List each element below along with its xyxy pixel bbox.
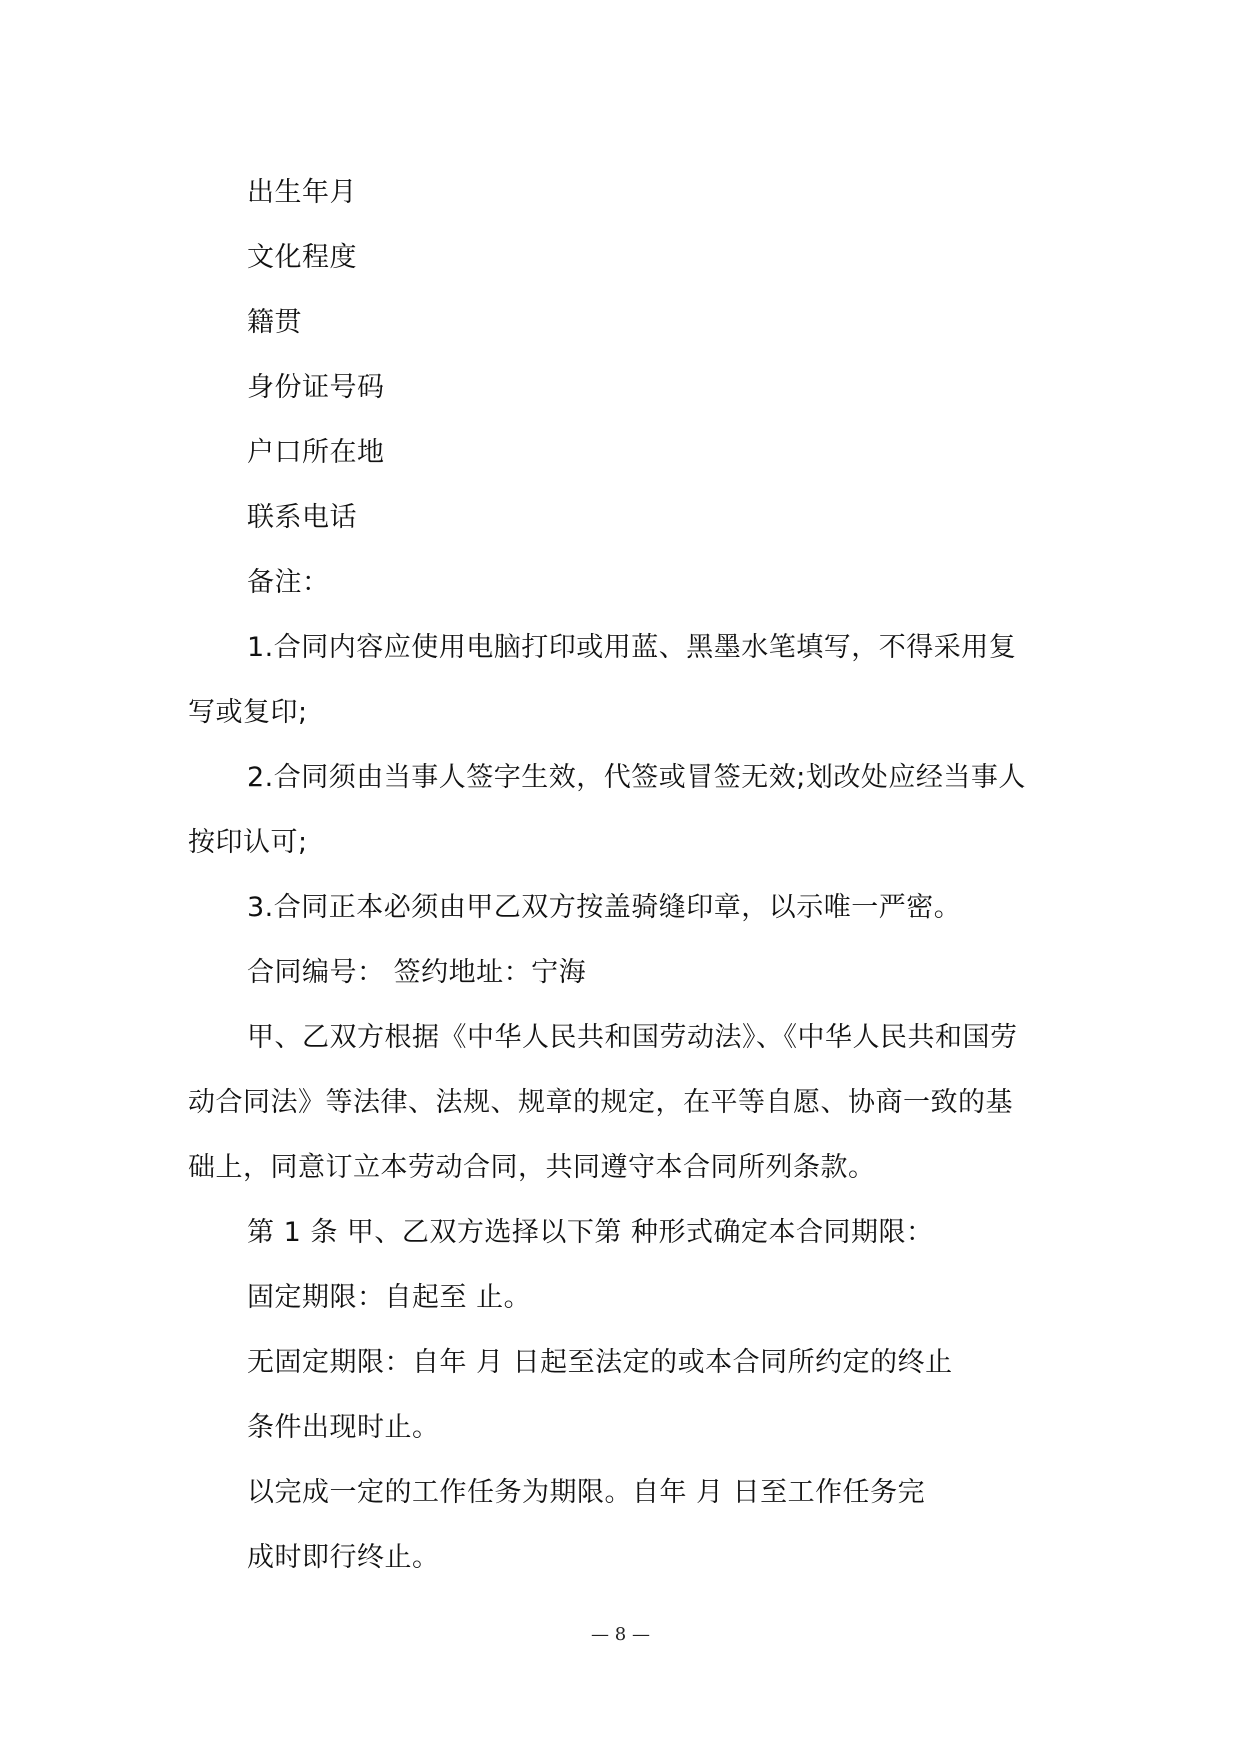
article-1-heading: 第 1 条 甲、乙双方选择以下第 种形式确定本合同期限： <box>247 1217 934 1248</box>
page-number: — 8 — <box>591 1624 650 1645</box>
note-2-line-1: 2.合同须由当事人签字生效，代签或冒签无效;划改处应经当事人 <box>247 762 1026 793</box>
note-1-line-2: 写或复印; <box>188 697 308 728</box>
note-1-line-1: 1.合同内容应使用电脑打印或用蓝、黑墨水笔填写，不得采用复 <box>247 632 1017 663</box>
field-education-level: 文化程度 <box>247 242 357 273</box>
field-phone: 联系电话 <box>247 502 357 533</box>
notes-heading: 备注： <box>247 567 330 598</box>
note-3: 3.合同正本必须由甲乙双方按盖骑缝印章，以示唯一严密。 <box>247 892 962 923</box>
task-term-option-line-2: 成时即行终止。 <box>247 1542 440 1573</box>
field-native-place: 籍贯 <box>247 307 302 338</box>
field-household-location: 户口所在地 <box>247 437 385 468</box>
preamble-line-1: 甲、乙双方根据《中华人民共和国劳动法》、《中华人民共和国劳 <box>247 1022 1018 1053</box>
field-birth-date: 出生年月 <box>247 177 357 208</box>
contract-number-address: 合同编号： 签约地址：宁海 <box>247 957 587 988</box>
open-term-option-line-2: 条件出现时止。 <box>247 1412 440 1443</box>
note-2-line-2: 按印认可; <box>188 827 308 858</box>
document-body <box>188 160 1068 1590</box>
fixed-term-option: 固定期限：自起至 止。 <box>247 1282 532 1313</box>
task-term-option-line-1: 以完成一定的工作任务为期限。自年 月 日至工作任务完 <box>247 1477 926 1508</box>
field-id-number: 身份证号码 <box>247 372 385 403</box>
preamble-line-3: 础上，同意订立本劳动合同，共同遵守本合同所列条款。 <box>188 1152 876 1183</box>
open-term-option-line-1: 无固定期限：自年 月 日起至法定的或本合同所约定的终止 <box>247 1347 953 1378</box>
preamble-line-2: 动合同法》等法律、法规、规章的规定，在平等自愿、协商一致的基 <box>188 1087 1013 1118</box>
